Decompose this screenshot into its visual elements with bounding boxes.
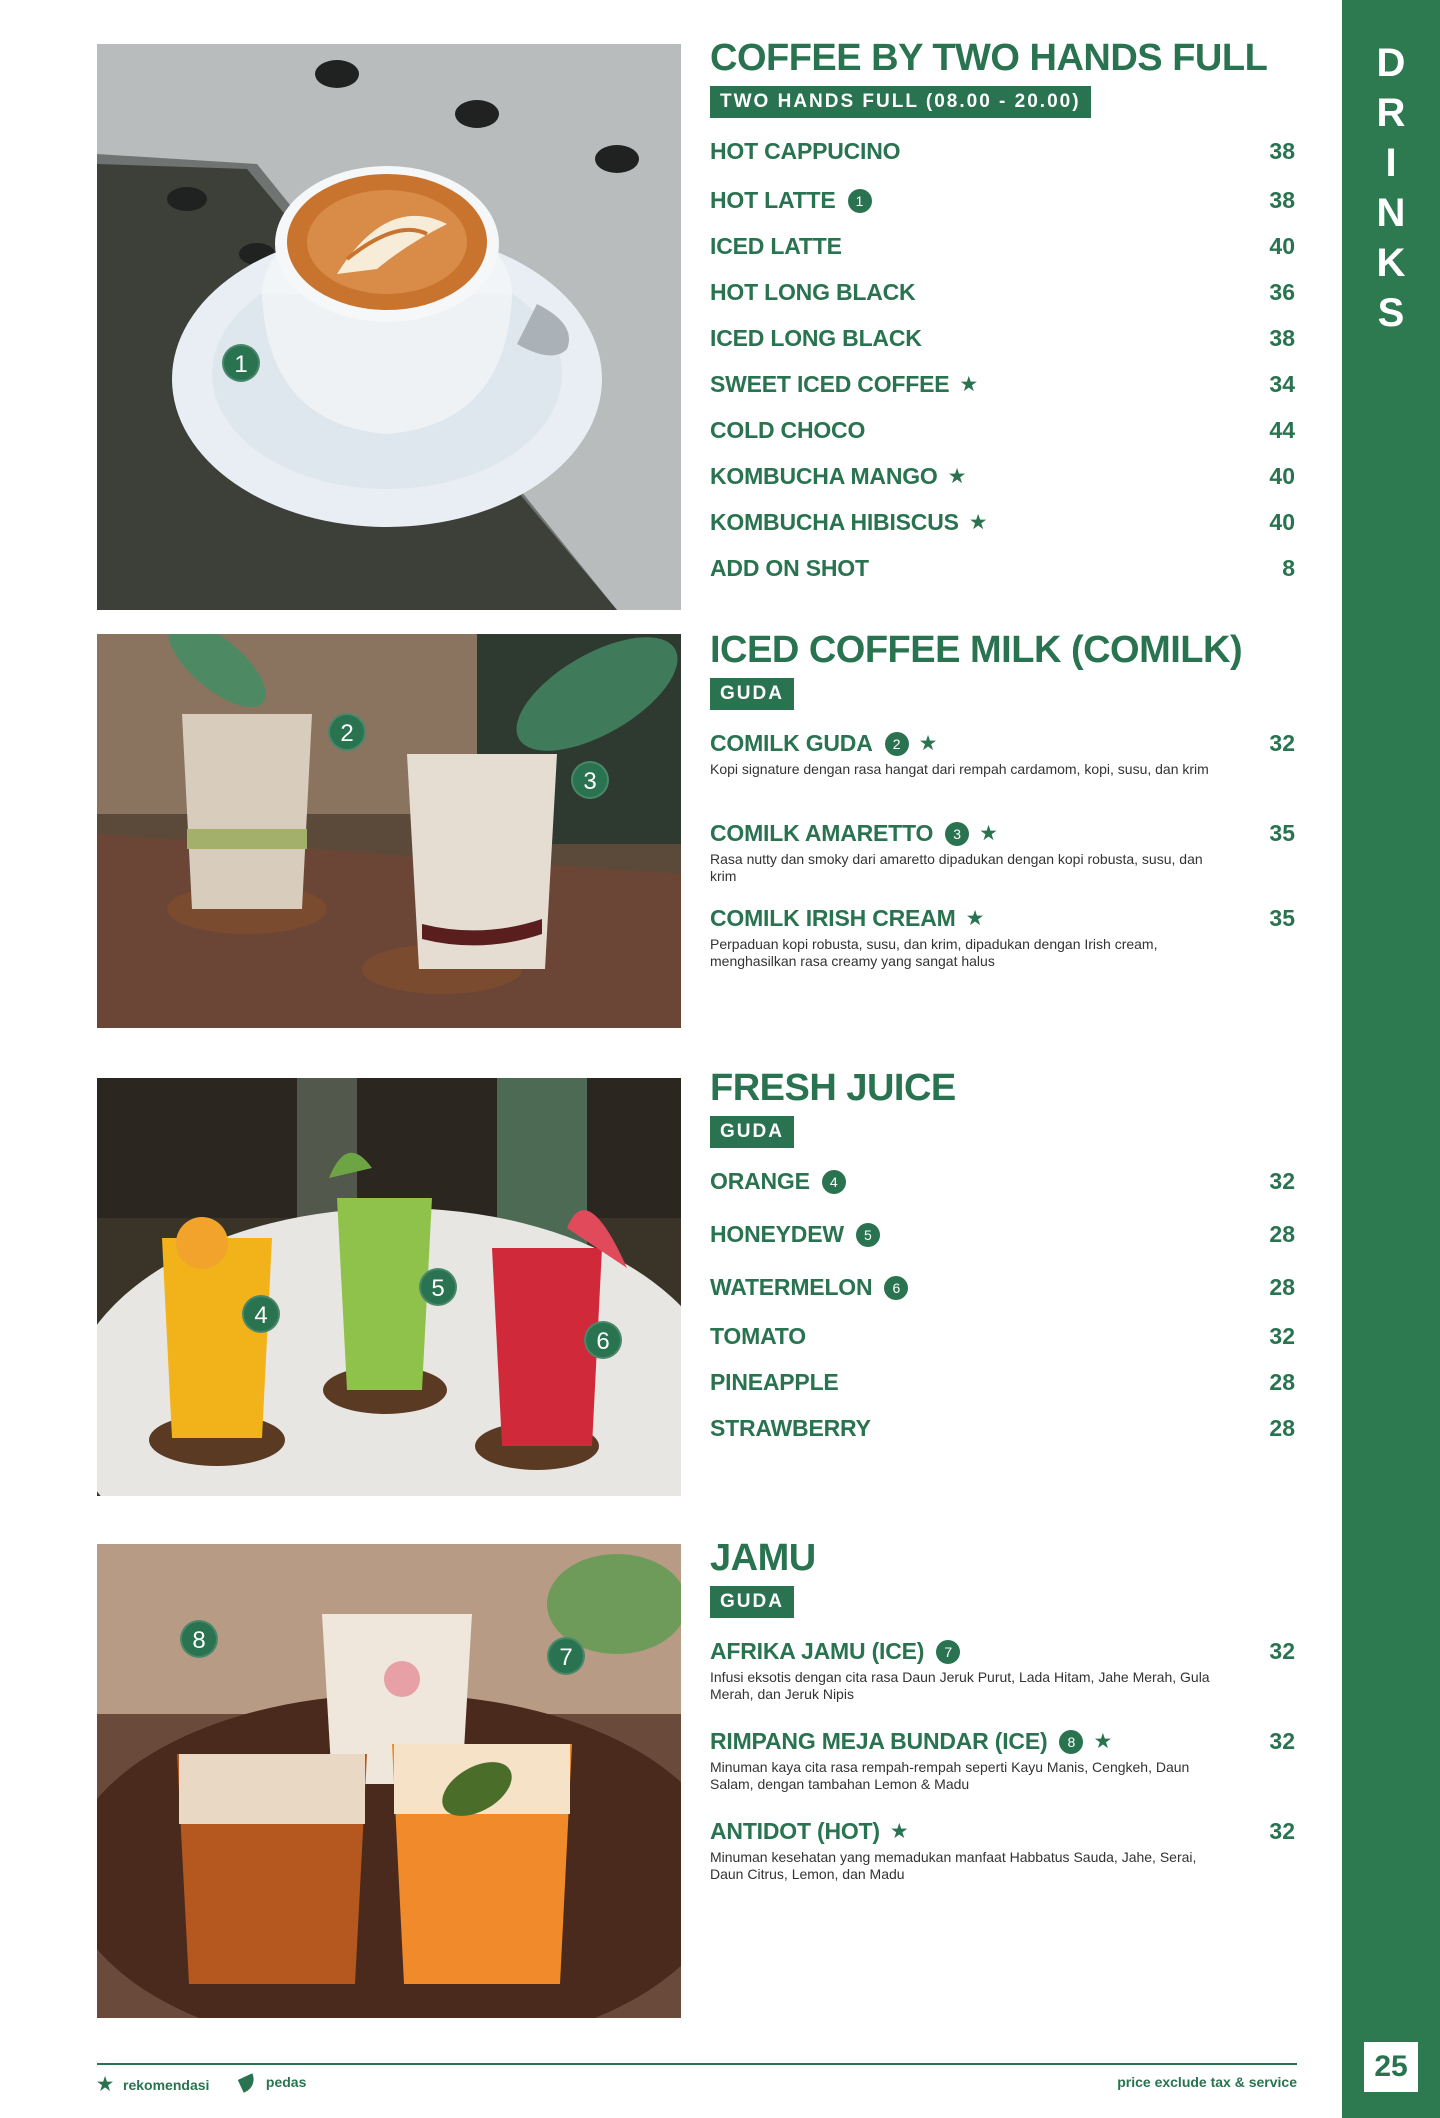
sidebar-title: D R I N K S (1376, 41, 1406, 335)
menu-item-name: AFRIKA JAMU (ICE) (710, 1638, 925, 1664)
menu-item-price: 32 (1269, 1818, 1295, 1844)
photo-ref-badge: 6 (884, 1276, 908, 1300)
menu-item (710, 187, 1295, 214)
menu-item (710, 905, 1295, 970)
menu-item (710, 1168, 1295, 1195)
menu-item-price: 32 (1269, 1728, 1295, 1754)
menu-item-name: ORANGE (710, 1168, 810, 1194)
menu-item-price: 40 (1269, 509, 1295, 535)
menu-item-price: 38 (1269, 138, 1295, 164)
menu-item (710, 1323, 1295, 1350)
menu-item-name: KOMBUCHA MANGO (710, 463, 938, 489)
menu-item-price: 40 (1269, 463, 1295, 489)
legend-recommended-label: rekomendasi (123, 2077, 210, 2093)
menu-item-price: 38 (1269, 325, 1295, 351)
photo-marker: 2 (328, 713, 366, 751)
photo-cappuccino (97, 44, 681, 610)
photo-jamu (97, 1544, 681, 2018)
photo-ref-badge: 2 (885, 732, 909, 756)
menu-item-name: ADD ON SHOT (710, 555, 869, 581)
section-tag: GUDA (710, 678, 794, 710)
photo-marker: 6 (584, 1321, 622, 1359)
photo-ref-badge: 1 (848, 189, 872, 213)
section-title: JAMU (710, 1537, 816, 1579)
menu-item (710, 1369, 1295, 1396)
menu-item-name: KOMBUCHA HIBISCUS (710, 509, 959, 535)
menu-item-description: Minuman kesehatan yang memadukan manfaat Habbatus Sauda, Jahe, Serai, Daun Citrus, Lemon, dan Madu (710, 1849, 1197, 1882)
chili-icon (238, 2074, 258, 2093)
section-title: COFFEE BY TWO HANDS FULL (710, 37, 1268, 79)
star-icon: ★ (979, 822, 998, 845)
menu-item-description: Rasa nutty dan smoky dari amaretto dipadukan dengan kopi robusta, susu, dan krim (710, 851, 1203, 884)
section-coffee (710, 36, 1295, 596)
menu-item-name: HOT LATTE (710, 187, 836, 213)
menu-item (710, 1728, 1295, 1793)
section-tag: TWO HANDS FULL (08.00 - 20.00) (710, 86, 1091, 118)
menu-item-description: Infusi eksotis dengan cita rasa Daun Jeruk Purut, Lada Hitam, Jahe Merah, Gula Merah, dan Jeruk Nipis (710, 1669, 1210, 1702)
menu-item-name: COMILK IRISH CREAM (710, 905, 956, 931)
star-icon: ★ (947, 465, 967, 488)
legend-recommended (97, 2074, 209, 2095)
photo-ref-badge: 4 (822, 1170, 846, 1194)
section-title: ICED COFFEE MILK (COMILK) (710, 629, 1243, 671)
photo-comilk (97, 634, 681, 1028)
star-icon: ★ (889, 1820, 909, 1843)
menu-item (710, 1221, 1295, 1248)
section-tag: GUDA (710, 1116, 794, 1148)
menu-item-price: 35 (1269, 820, 1295, 846)
menu-item-price: 28 (1269, 1369, 1295, 1395)
photo-ref-badge: 7 (936, 1640, 960, 1664)
photo-ref-badge: 8 (1059, 1730, 1083, 1754)
menu-item-name: ICED LONG BLACK (710, 325, 922, 351)
menu-item-name: COMILK GUDA (710, 730, 873, 756)
menu-item (710, 325, 1295, 352)
menu-item-description: Perpaduan kopi robusta, susu, dan krim, dipadukan dengan Irish cream, menghasilkan rasa creamy yang sangat halus (710, 936, 1158, 969)
menu-item-name: RIMPANG MEJA BUNDAR (ICE) (710, 1728, 1048, 1754)
menu-item-price: 40 (1269, 233, 1295, 259)
menu-item-name: HOT LONG BLACK (710, 279, 916, 305)
photo-marker: 1 (222, 344, 260, 382)
page-number: 25 (1364, 2042, 1418, 2092)
section-juice (710, 1066, 1295, 1466)
menu-item-price: 8 (1282, 555, 1295, 581)
menu-item (710, 279, 1295, 306)
photo-marker: 3 (571, 761, 609, 799)
menu-item-name: COLD CHOCO (710, 417, 866, 443)
menu-item-price: 35 (1269, 905, 1295, 931)
menu-item-name: HOT CAPPUCINO (710, 138, 901, 164)
menu-item-description: Minuman kaya cita rasa rempah-rempah seperti Kayu Manis, Cengkeh, Daun Salam, dengan tambahan Lemon & Madu (710, 1759, 1190, 1792)
section-title: FRESH JUICE (710, 1067, 956, 1109)
star-icon: ★ (918, 732, 938, 755)
menu-item-name: COMILK AMARETTO (710, 820, 934, 846)
menu-item-name: ICED LATTE (710, 233, 842, 259)
star-icon: ★ (959, 373, 979, 396)
photo-marker: 4 (242, 1295, 280, 1333)
menu-item-name: STRAWBERRY (710, 1415, 871, 1441)
menu-item-price: 44 (1269, 417, 1295, 443)
menu-item-name: WATERMELON (710, 1274, 873, 1300)
menu-item (710, 1274, 1295, 1301)
menu-item-name: PINEAPPLE (710, 1369, 839, 1395)
menu-item-price: 32 (1269, 1168, 1295, 1194)
legend-spicy-label: pedas (265, 2074, 307, 2090)
star-icon: ★ (968, 511, 988, 534)
menu-item (710, 138, 1295, 165)
photo-ref-badge: 5 (856, 1223, 880, 1247)
star-icon: ★ (97, 2074, 114, 2094)
photo-juice (97, 1078, 681, 1496)
menu-item (710, 509, 1295, 536)
menu-item (710, 1818, 1295, 1883)
menu-item (710, 371, 1295, 398)
menu-item-name: HONEYDEW (710, 1221, 844, 1247)
menu-item (710, 233, 1295, 260)
section-tag: GUDA (710, 1586, 794, 1618)
menu-item-price: 28 (1269, 1221, 1295, 1247)
menu-item-name: ANTIDOT (HOT) (710, 1818, 880, 1844)
menu-item-price: 36 (1269, 279, 1295, 305)
menu-item (710, 417, 1295, 444)
star-icon: ★ (1093, 1730, 1113, 1753)
menu-item-price: 34 (1269, 371, 1295, 397)
price-note: price exclude tax & service (1117, 2074, 1297, 2090)
menu-item-description: Kopi signature dengan rasa hangat dari rempah cardamom, kopi, susu, dan krim (710, 761, 1209, 777)
menu-item-price: 32 (1269, 730, 1295, 756)
photo-marker: 5 (419, 1268, 457, 1306)
photo-ref-badge: 3 (945, 822, 969, 846)
menu-item (710, 1415, 1295, 1442)
menu-item (710, 820, 1295, 885)
menu-item-price: 28 (1269, 1415, 1295, 1441)
menu-item-price: 32 (1269, 1323, 1295, 1349)
menu-item (710, 730, 1295, 778)
menu-item-price: 38 (1269, 187, 1295, 213)
photo-marker: 8 (180, 1620, 218, 1658)
section-comilk (710, 628, 1295, 988)
menu-item (710, 463, 1295, 490)
menu-item-name: TOMATO (710, 1323, 806, 1349)
menu-item-name: SWEET ICED COFFEE (710, 371, 950, 397)
star-icon: ★ (965, 907, 985, 930)
section-jamu (710, 1536, 1295, 1896)
footer-divider (97, 2063, 1297, 2065)
menu-item (710, 555, 1295, 582)
photo-marker: 7 (547, 1637, 585, 1675)
menu-item-price: 32 (1269, 1638, 1295, 1664)
legend-spicy (240, 2074, 306, 2090)
menu-item (710, 1638, 1295, 1703)
menu-item-price: 28 (1269, 1274, 1295, 1300)
